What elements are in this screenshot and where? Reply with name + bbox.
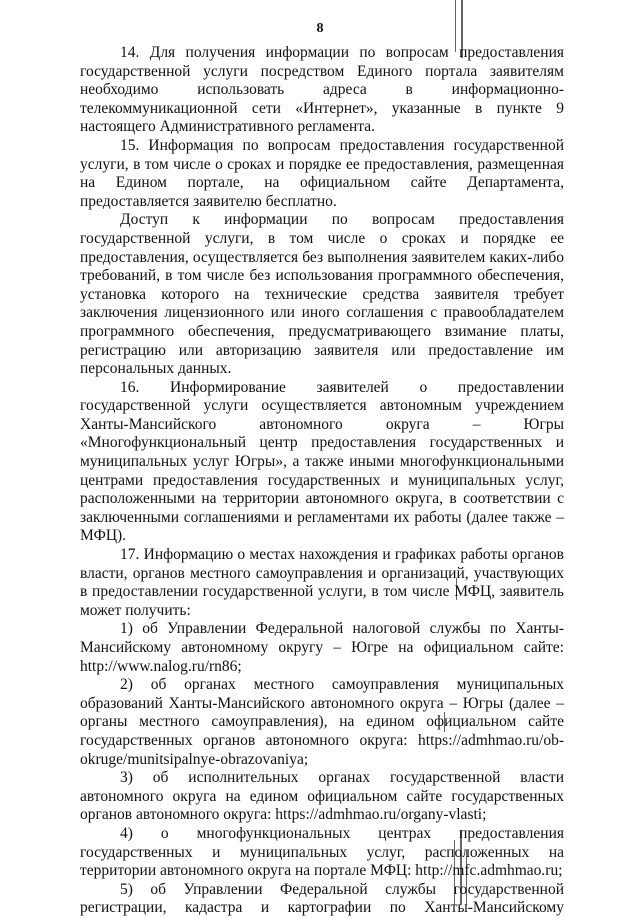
- paragraph-15: 15. Информация по вопросам предоставления государственной услуги, в том числе о сроках и порядке ее предоставления, размещенная на Едином портале, на официальном сайте Департамента, предоставляется заявителю бесплатно.: [80, 136, 564, 210]
- page-number: 8: [316, 21, 324, 36]
- paragraph-15-access: Доступ к информации по вопросам предоставления государственной услуги, в том числе о сроках и порядке ее предоставления, осуществляется без выполнения заявителем каких-либо требований, в том числе без использования программного обеспечения, установка которого на технические средства заявителя требует заключения лицензионного или иного соглашения с правообладателем программного обеспечения, предусматривающего взимание платы, регистрацию или авторизацию заявителя или предоставление им персональных данных.: [80, 211, 564, 378]
- list-item-2: 2) об органах местного самоуправления муниципальных образований Ханты-Мансийского автономного округа – Югры (далее – органы местного самоуправления), на едином официальном сайте государственных органов автономного округа: https://admhmao.ru/ob-okruge/munitsipalnye-obrazovaniya;: [80, 676, 564, 768]
- list-item-4: 4) о многофункциональных центрах предоставления государственных и муниципальных услуг, расположенных на территории автономного округа на портале МФЦ: http://mfc.admhmao.ru;: [80, 824, 564, 880]
- list-item-1: 1) об Управлении Федеральной налоговой службы по Ханты-Мансийскому автономному округу – Югре на официальном сайте: http://www.nalog.ru/rn86;: [80, 620, 564, 675]
- paragraph-14: 14. Для получения информации по вопросам предоставления государственной услуги посредством Единого портала заявителям необходимо использовать адреса в информационно-телекоммуникационной сети «Интернет», указанные в пункте 9 настоящего Административного регламента.: [80, 44, 564, 136]
- list-item-5: 5) об Управлении Федеральной службы государственной регистрации, кадастра и картографии по Ханты-Мансийскому: [80, 880, 564, 917]
- paragraph-17: 17. Информацию о местах нахождения и графиках работы органов власти, органов местного самоуправления и организаций, участвующих в предоставлении государственной услуги, в том числе МФЦ, заявитель может получить:: [80, 546, 564, 619]
- paragraph-16: 16. Информирование заявителей о предоставлении государственной услуги осуществляется автономным учреждением Ханты-Мансийского автономного округа – Югры «Многофункциональный центр предоставления государственных и муниципальных услуг Югры», а также иными многофункциональными центрами предоставления государственных и муниципальных услуг, расположенными на территории автономного округа, в соответствии с заключенными соглашениями и регламентами их работы (далее также – МФЦ).: [80, 378, 564, 545]
- document-body: [80, 44, 564, 918]
- list-item-3: 3) об исполнительных органах государственной власти автономного округа на едином официальном сайте государственных органов автономного округа: https://admhmao.ru/organy-vlasti;: [80, 769, 564, 824]
